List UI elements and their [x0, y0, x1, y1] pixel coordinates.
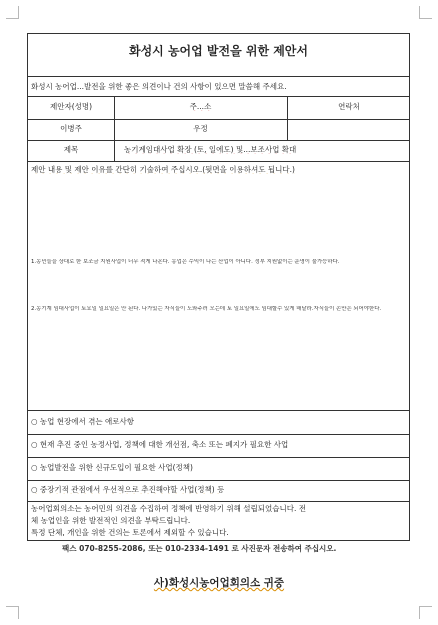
proposer-name: 이병주	[60, 124, 82, 133]
intro-text: 화성시 농어업...발전을 위한 좋은 의견이나 건의 사항이 있으면 말씀해 주세요.	[31, 82, 287, 91]
crop-mark-top-right	[419, 6, 432, 19]
divider	[28, 96, 409, 97]
fax-instruction: 팩스 070-8255-2086, 또는 010-2334-1491 로 사진문자 전송하여 주십시오.	[62, 544, 337, 553]
form-title: 화성시 농어업 발전을 위한 제안서	[128, 44, 308, 58]
divider	[28, 457, 409, 458]
label-proposer-name: 제안자(성명)	[49, 102, 93, 111]
proposal-content-1: 1.농민들을 상대로 한 보조금 지원사업이 너무 적게 나온다. 농업은 수익이 나는 산업이 아니다. 정부 지원없이는 운영이 불가능하다.	[31, 259, 340, 265]
question-1: ○ 농업 현장에서 겪는 애로사항	[31, 417, 135, 426]
question-3: ○ 농업발전을 위한 신규도입이 필요한 사업(정책)	[31, 463, 193, 472]
content-instruction: 제안 내용 및 제안 이유를 간단히 기술하여 주십시오.(뒷면을 이용하셔도 됩니다.)	[31, 165, 295, 174]
divider	[28, 119, 409, 120]
proposer-address: 우정	[193, 124, 208, 133]
notice-line-1: 농어업회의소는 농어민의 의견을 수집하여 정책에 반영하기 위해 설립되었습니다. 전	[31, 504, 307, 513]
divider	[28, 434, 409, 435]
question-2: ○ 현재 추진 중인 농정사업, 정책에 대한 개선점, 축소 또는 폐지가 필요한 사업	[31, 440, 289, 449]
proposal-subject: 농기계임대사업 확장 (토, 일에도) 및...보조사업 확대	[124, 145, 297, 154]
divider	[28, 140, 409, 141]
crop-mark-bottom-left	[6, 606, 19, 619]
column-divider	[114, 96, 115, 161]
crop-mark-top-left	[6, 6, 19, 19]
recipient-footer: 사)화성시농어업회의소 귀중	[153, 577, 285, 589]
divider	[28, 501, 409, 502]
proposal-content-2: 2.농기계 임대사업이 토요일 일요일은 안 된다. 나가있는 자식들이 도와주러 오는데 토 일요일에도 임대할수 있게 해달라.자식들이 손만은 되어야한다.	[31, 306, 382, 312]
divider	[28, 480, 409, 481]
label-contact: 연락처	[338, 102, 360, 111]
divider	[28, 410, 409, 411]
proposal-form	[27, 33, 410, 541]
crop-mark-bottom-right	[419, 606, 432, 619]
notice-line-3: 특정 단체, 개인을 위한 건의는 토론에서 제외할 수 있습니다.	[31, 528, 229, 537]
label-subject: 제목	[63, 145, 79, 154]
column-divider	[287, 96, 288, 140]
question-4: ○ 중장기적 관점에서 우선적으로 추진해야할 사업(정책) 등	[31, 485, 225, 494]
value-address: 주...소	[189, 102, 212, 111]
divider	[28, 161, 409, 162]
divider	[28, 76, 409, 77]
notice-line-2: 체 농업인을 위한 발전적인 의견을 부탁드립니다.	[31, 516, 191, 525]
